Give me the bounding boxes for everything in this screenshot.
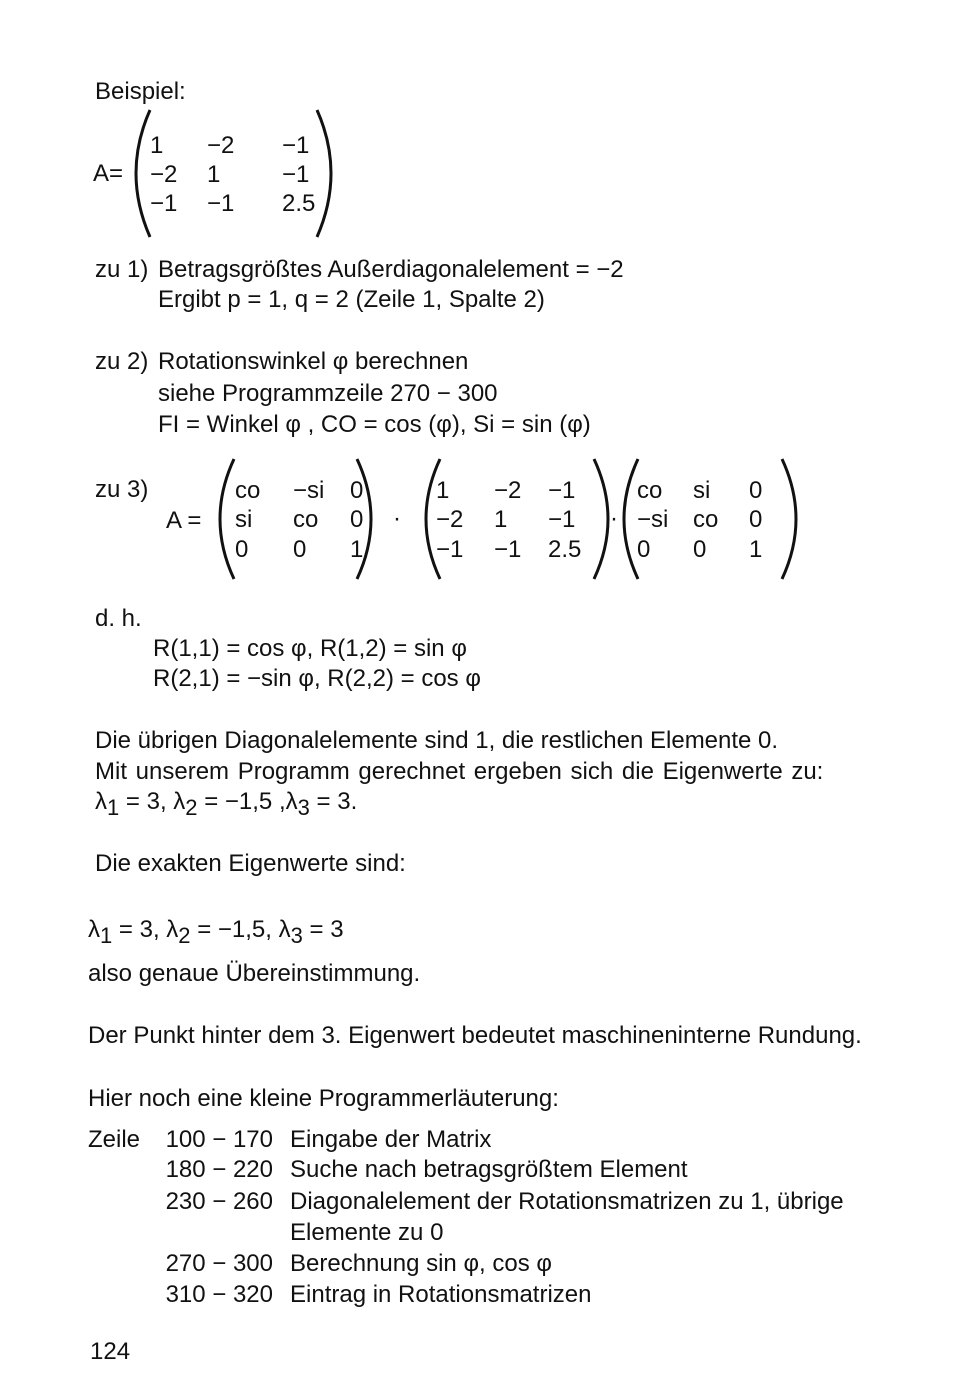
matrix-cell: −1 <box>282 161 310 188</box>
m3-left-paren <box>624 459 638 579</box>
program-line-prefix: Zeile <box>88 1126 141 1153</box>
matrix-cell: 0 <box>350 477 364 504</box>
eigenvalue-value: = 3 <box>302 916 344 943</box>
matrix-cell: 0 <box>749 506 763 533</box>
matrix-cell: co <box>637 477 663 504</box>
matrix-cell: −1 <box>436 536 464 563</box>
program-line-description: Suche nach betragsgrößtem Element <box>290 1156 688 1183</box>
step1-line1: Betragsgrößtes Außerdiagonalelement = −2 <box>158 256 624 283</box>
program-line-range: 310 − 320 <box>165 1281 273 1308</box>
matrix-a-label: A= <box>93 160 124 187</box>
matrix-cell: 1 <box>150 132 164 159</box>
eigenvalue-index: 1 <box>107 795 120 820</box>
eigenvalue-symbol: λ <box>285 788 298 815</box>
matrix-cell: co <box>293 506 319 533</box>
matrix-cell: −1 <box>548 477 576 504</box>
step2-line2: siehe Programmzeile 270 − 300 <box>158 380 498 407</box>
eigenvalue-symbol: λ <box>88 916 100 943</box>
matrix-cell: −si <box>293 477 325 504</box>
matrix-cell: −1 <box>150 190 178 217</box>
matrix-cell: co <box>235 477 261 504</box>
eigenvalue-symbol: λ <box>278 916 291 943</box>
eigenvalue-index: 3 <box>290 923 303 948</box>
program-line-description: Diagonalelement der Rotationsmatrizen zu 1, übrige <box>290 1188 844 1215</box>
exact-label: Die exakten Eigenwerte sind: <box>95 850 406 877</box>
matrix-cell: 2.5 <box>548 536 582 563</box>
matrix-cell: si <box>693 477 711 504</box>
matrix-cell: 2.5 <box>282 190 316 217</box>
program-line-range: 180 − 220 <box>165 1156 273 1183</box>
matrix-cell: 1 <box>207 161 221 188</box>
step2-prefix: zu 2) <box>95 348 149 375</box>
eigenvalue-value: = −1,5, <box>190 916 279 943</box>
step1-prefix: zu 1) <box>95 256 149 283</box>
matrix-cell: −2 <box>207 132 235 159</box>
dh-line1: R(1,1) = cos φ, R(1,2) = sin φ <box>153 635 467 662</box>
matrix-cell: 1 <box>436 477 450 504</box>
program-line-description: Elemente zu 0 <box>290 1219 444 1246</box>
matrix-cell: −1 <box>548 506 576 533</box>
eigenvalue-value: = −1,5 , <box>197 788 286 815</box>
m2-right-paren <box>594 459 608 579</box>
example-label: Beispiel: <box>95 78 186 105</box>
program-intro: Hier noch eine kleine Programmerläuterung: <box>88 1085 559 1112</box>
eigenvalue-symbol: λ <box>166 916 179 943</box>
matrix-cell: −si <box>637 506 669 533</box>
dot-operator-1: · <box>393 505 401 532</box>
eigenvalue-value: = 3. <box>309 788 358 815</box>
matrix-cell: −1 <box>207 190 235 217</box>
left-paren <box>136 110 150 237</box>
matrix-cell: 1 <box>749 536 763 563</box>
eigenvalue-symbol: λ <box>95 788 107 815</box>
exact-eigenvalues <box>88 916 344 949</box>
eigenvalue-index: 1 <box>100 923 113 948</box>
dot-operator-2: · <box>610 505 618 532</box>
para1-line2: Mit unserem Programm gerechnet ergeben sich die Eigenwerte zu: <box>95 758 824 785</box>
program-line-description: Eintrag in Rotationsmatrizen <box>290 1281 592 1308</box>
dh-line2: R(2,1) = −sin φ, R(2,2) = cos φ <box>153 665 481 692</box>
program-line-range: 270 − 300 <box>165 1250 273 1277</box>
page-number: 124 <box>90 1338 131 1365</box>
eigenvalue-index: 3 <box>297 795 310 820</box>
matrix-cell: 0 <box>293 536 307 563</box>
step3-label: A = <box>166 507 202 534</box>
agreement-text: also genaue Übereinstimmung. <box>88 960 421 987</box>
program-line-range: 230 − 260 <box>165 1188 273 1215</box>
eigenvalue-index: 2 <box>178 923 191 948</box>
computed-eigenvalues <box>95 788 357 821</box>
eigenvalue-value: = 3, <box>112 916 167 943</box>
eigenvalue-value: = 3, <box>119 788 174 815</box>
matrix-cell: −1 <box>282 132 310 159</box>
matrix-cell: −1 <box>494 536 522 563</box>
matrix-cell: si <box>235 506 253 533</box>
eigenvalue-index: 2 <box>185 795 198 820</box>
matrix-cell: 0 <box>350 506 364 533</box>
program-line-description: Berechnung sin φ, cos φ <box>290 1250 552 1277</box>
para1-line1: Die übrigen Diagonalelemente sind 1, die restlichen Elemente 0. <box>95 727 779 754</box>
matrix-cell: 0 <box>235 536 249 563</box>
matrix-cell: 0 <box>749 477 763 504</box>
matrix-cell: −2 <box>150 161 178 188</box>
step2-line1: Rotationswinkel φ berechnen <box>158 348 469 375</box>
matrix-cell: 0 <box>693 536 707 563</box>
matrix-cell: −2 <box>436 506 464 533</box>
step2-line3: FI = Winkel φ , CO = cos (φ), Si = sin (φ) <box>158 411 591 438</box>
matrix-cell: co <box>693 506 719 533</box>
rounding-note: Der Punkt hinter dem 3. Eigenwert bedeutet maschineninterne Rundung. <box>88 1022 862 1049</box>
program-line-range: 100 − 170 <box>165 1126 273 1153</box>
matrix-cell: −2 <box>494 477 522 504</box>
dh-label: d. h. <box>95 605 142 632</box>
m3-right-paren <box>782 459 796 579</box>
program-line-description: Eingabe der Matrix <box>290 1126 492 1153</box>
matrix-cell: 1 <box>494 506 508 533</box>
eigenvalue-symbol: λ <box>173 788 186 815</box>
m1-left-paren <box>220 459 234 579</box>
step1-line2: Ergibt p = 1, q = 2 (Zeile 1, Spalte 2) <box>158 286 545 313</box>
matrix-cell: 0 <box>637 536 651 563</box>
right-paren <box>317 110 331 237</box>
step3-prefix: zu 3) <box>95 476 149 503</box>
matrix-cell: 1 <box>350 536 364 563</box>
